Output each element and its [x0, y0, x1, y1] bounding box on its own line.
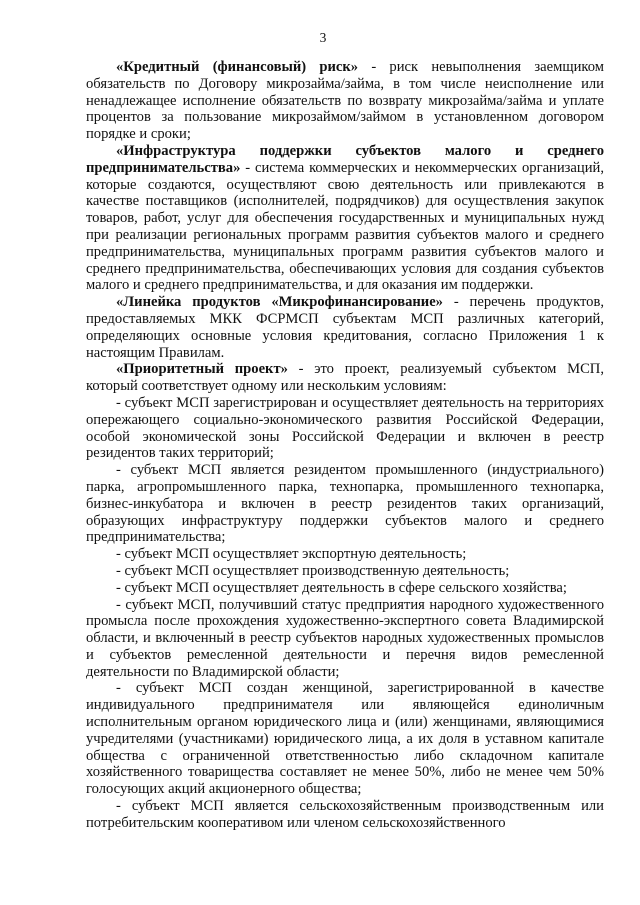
condition-item: - субъект МСП осуществляет экспортную деятельность; [116, 546, 467, 563]
definition-text: - перечень продуктов, предоставляемых МКК ФСРМСП субъектам МСП различных категорий, определяющих основные условия кредитования, согласно Приложения 1 к настоящим Правилам. [86, 294, 604, 361]
condition-item: - субъект МСП является сельскохозяйственным производственным или потребительским кооперативом или членом сельскохозяйственного [86, 798, 604, 831]
definition-priority-project [86, 361, 604, 395]
condition-item: - субъект МСП осуществляет производственную деятельность; [116, 562, 510, 579]
term: «Кредитный (финансовый) риск» [116, 59, 359, 75]
definition-product-line [86, 294, 604, 361]
condition-item: - субъект МСП, получивший статус предприятия народного художественного промысла после прохождения художественно-экспертного совета Владимирской области, и включенный в реестр субъектов народных художественных промыслов и субъектов ремесленной деятельности и перечня видов ремесленной деятельности по Владимирской области; [86, 596, 604, 680]
condition-item: - субъект МСП осуществляет деятельность в сфере сельского хозяйства; [116, 579, 567, 596]
definition-infrastructure [86, 143, 604, 294]
condition-item: - субъект МСП является резидентом промышленного (индустриального) парка, агропромышленного парка, технопарка, промышленного технопарка, бизнес-инкубатора и включен в реестр резидентов таких организаций, образующих инфраструктуру поддержки субъектов малого и среднего предпринимательства; [86, 462, 604, 546]
definition-text: - риск невыполнения заемщиком обязательств по Договору микрозайма/займа, в том числе неисполнение или ненадлежащее исполнение обязательств по возврату микрозайма/займа и уплате процентов за пользование микрозаймом/займом в установленном договором порядке и сроки; [86, 59, 604, 143]
term: «Приоритетный проект» [116, 361, 288, 378]
definition-text: - это проект, реализуемый субъектом МСП, который соответствует одному или нескольким условиям: [86, 361, 604, 395]
page-number: 3 [319, 30, 327, 45]
definition-text: - система коммерческих и некоммерческих организаций, которые создаются, осуществляют свою деятельность или привлекаются в качестве поставщиков (исполнителей, подрядчиков) для осуществления закупок товаров, работ, услуг для обеспечения государственных и муниципальных нужд при реализации региональных программ развития субъектов малого и среднего предпринимательства, муниципальных программ развития субъектов малого и среднего предпринимательства, обеспечивающих условия для создания субъектов малого и среднего предпринимательства, и для оказания им поддержки. [86, 159, 604, 294]
term: «Линейка продуктов «Микрофинансирование» [116, 294, 443, 311]
definition-credit-risk [86, 59, 604, 143]
term: «Инфраструктура поддержки субъектов малого и среднего предпринимательства» [86, 142, 604, 176]
condition-item: - субъект МСП зарегистрирован и осуществляет деятельность на территориях опережающего социально-экономического развития Российской Федерации, особой экономической зоны Российской Федерации и включен в реестр резидентов таких территорий; [86, 394, 604, 462]
condition-item: - субъект МСП создан женщиной, зарегистрированной в качестве индивидуального предпринимателя или являющейся единоличным исполнительным органом юридического лица и (или) женщинами, являющимися учредителями (участниками) юридического лица, а их доля в уставном капитале общества с ограниченной ответственностью либо складочном капитале хозяйственного товарищества составляет не менее 50%, либо не менее чем 50% голосующих акций акционерного общества; [86, 680, 604, 798]
